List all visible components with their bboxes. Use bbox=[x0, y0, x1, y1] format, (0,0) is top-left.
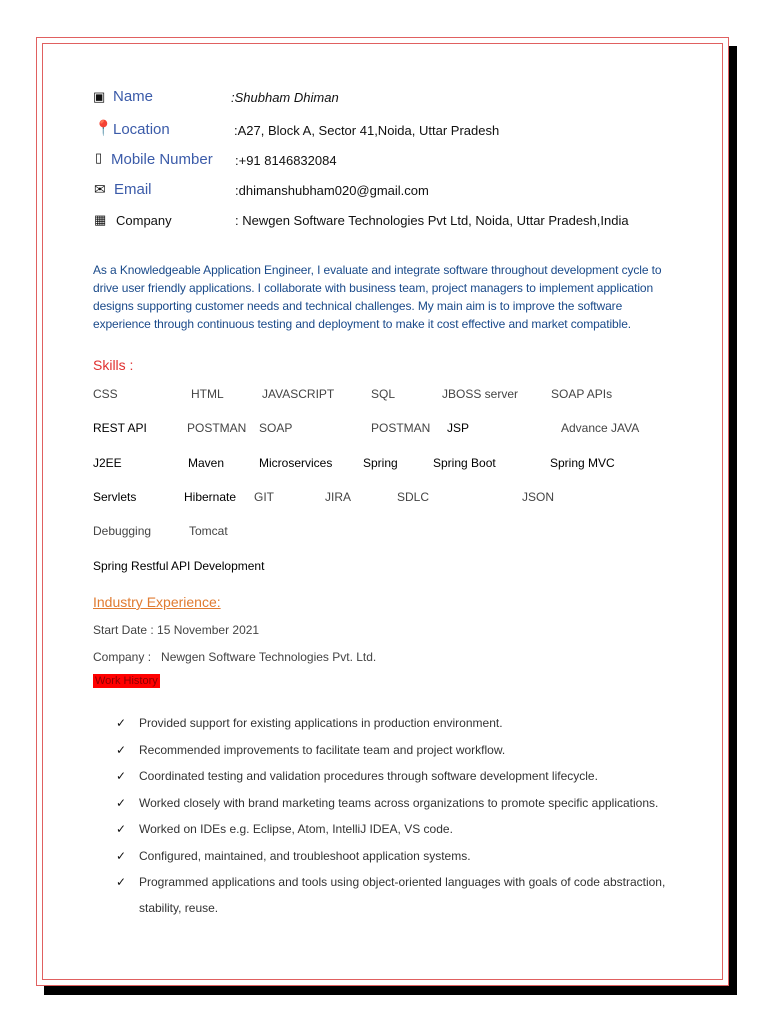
skill-item: POSTMAN bbox=[371, 421, 431, 435]
list-item: ✓ Worked on IDEs e.g. Eclipse, Atom, IntelliJ IDEA, VS code. bbox=[116, 822, 453, 836]
skill-item: Debugging bbox=[93, 524, 152, 538]
email-icon: ✉ bbox=[94, 181, 106, 197]
list-item: ✓ Configured, maintained, and troubleshoot application systems. bbox=[116, 849, 471, 863]
skill-item: JSON bbox=[522, 490, 555, 504]
list-item: ✓ Coordinated testing and validation procedures through software development lifecycle. bbox=[116, 769, 598, 783]
start-date: Start Date : 15 November 2021 bbox=[93, 623, 260, 637]
skill-item: Spring Boot bbox=[433, 456, 496, 470]
skill-item: J2EE bbox=[93, 456, 122, 470]
skill-item: SOAP bbox=[259, 421, 293, 435]
work-history-label: Work History bbox=[95, 675, 158, 687]
skill-item: Tomcat bbox=[189, 524, 228, 538]
location-pin-icon: 📍 bbox=[94, 120, 113, 137]
skill-item: Spring MVC bbox=[550, 456, 615, 470]
skill-item: Microservices bbox=[259, 456, 333, 470]
location-value: :A27, Block A, Sector 41,Noida, Uttar Pradesh bbox=[234, 123, 500, 138]
name-value: :Shubham Dhiman bbox=[231, 90, 339, 105]
skill-item: Spring Restful API Development bbox=[93, 559, 265, 573]
skill-item: Advance JAVA bbox=[561, 421, 640, 435]
email-label: Email bbox=[114, 181, 152, 198]
skill-item: SQL bbox=[371, 387, 396, 401]
company-value: : Newgen Software Technologies Pvt Ltd, Noida, Uttar Pradesh,India bbox=[235, 213, 629, 228]
mobile-label: Mobile Number bbox=[111, 151, 213, 168]
list-item: ✓ Worked closely with brand marketing teams across organizations to promote specific applications. bbox=[116, 796, 659, 810]
company-label: Company bbox=[116, 213, 172, 228]
skill-item: Maven bbox=[188, 456, 225, 470]
skill-item: GIT bbox=[254, 490, 274, 504]
email-value: :dhimanshubham020@gmail.com bbox=[235, 183, 429, 198]
skills-title: Skills : bbox=[93, 357, 134, 373]
check-icon: ✓ bbox=[116, 769, 127, 783]
check-icon: ✓ bbox=[116, 743, 127, 757]
skill-item: REST API bbox=[93, 421, 147, 435]
mobile-icon: ▯ bbox=[95, 150, 103, 165]
mobile-value: :+91 8146832084 bbox=[235, 153, 337, 168]
skill-item: JAVASCRIPT bbox=[262, 387, 335, 401]
experience-title: Industry Experience: bbox=[93, 594, 221, 610]
building-icon: ▦ bbox=[94, 212, 107, 227]
skill-item: JIRA bbox=[325, 490, 352, 504]
resume-page bbox=[36, 37, 729, 986]
list-item: ✓ Recommended improvements to facilitate team and project workflow. bbox=[116, 743, 506, 757]
professional-summary: As a Knowledgeable Application Engineer, I evaluate and integrate software throughout development cycle to drive user friendly applications. I collaborate with business team, project managers to implement application designs supporting customer needs and technical challenges. My main aim is to improve the software experience through continuous testing and deployment to make it cost effective and market compatible. bbox=[93, 263, 662, 331]
skill-item: Hibernate bbox=[184, 490, 237, 504]
skill-item: JBOSS server bbox=[442, 387, 519, 401]
location-label: Location bbox=[113, 121, 170, 138]
skill-item: Spring bbox=[363, 456, 398, 470]
list-item: ✓ Provided support for existing applications in production environment. bbox=[116, 716, 503, 730]
check-icon: ✓ bbox=[116, 716, 127, 730]
skill-item: SOAP APIs bbox=[551, 387, 613, 401]
skill-item: Servlets bbox=[93, 490, 137, 504]
skill-item: HTML bbox=[191, 387, 224, 401]
experience-company: Company : Newgen Software Technologies Pvt. Ltd. bbox=[93, 650, 377, 664]
id-card-icon: ▣ bbox=[93, 89, 106, 104]
list-item-continuation: stability, reuse. bbox=[139, 901, 219, 915]
skill-item: JSP bbox=[447, 421, 470, 435]
name-label: Name bbox=[113, 88, 154, 105]
check-icon: ✓ bbox=[116, 875, 127, 889]
check-icon: ✓ bbox=[116, 796, 127, 810]
skill-item: CSS bbox=[93, 387, 118, 401]
check-icon: ✓ bbox=[116, 822, 127, 836]
skill-item: POSTMAN bbox=[187, 421, 247, 435]
skill-item: SDLC bbox=[397, 490, 430, 504]
check-icon: ✓ bbox=[116, 849, 127, 863]
list-item: ✓ Programmed applications and tools using object-oriented languages with goals of code abstraction, bbox=[116, 875, 666, 889]
